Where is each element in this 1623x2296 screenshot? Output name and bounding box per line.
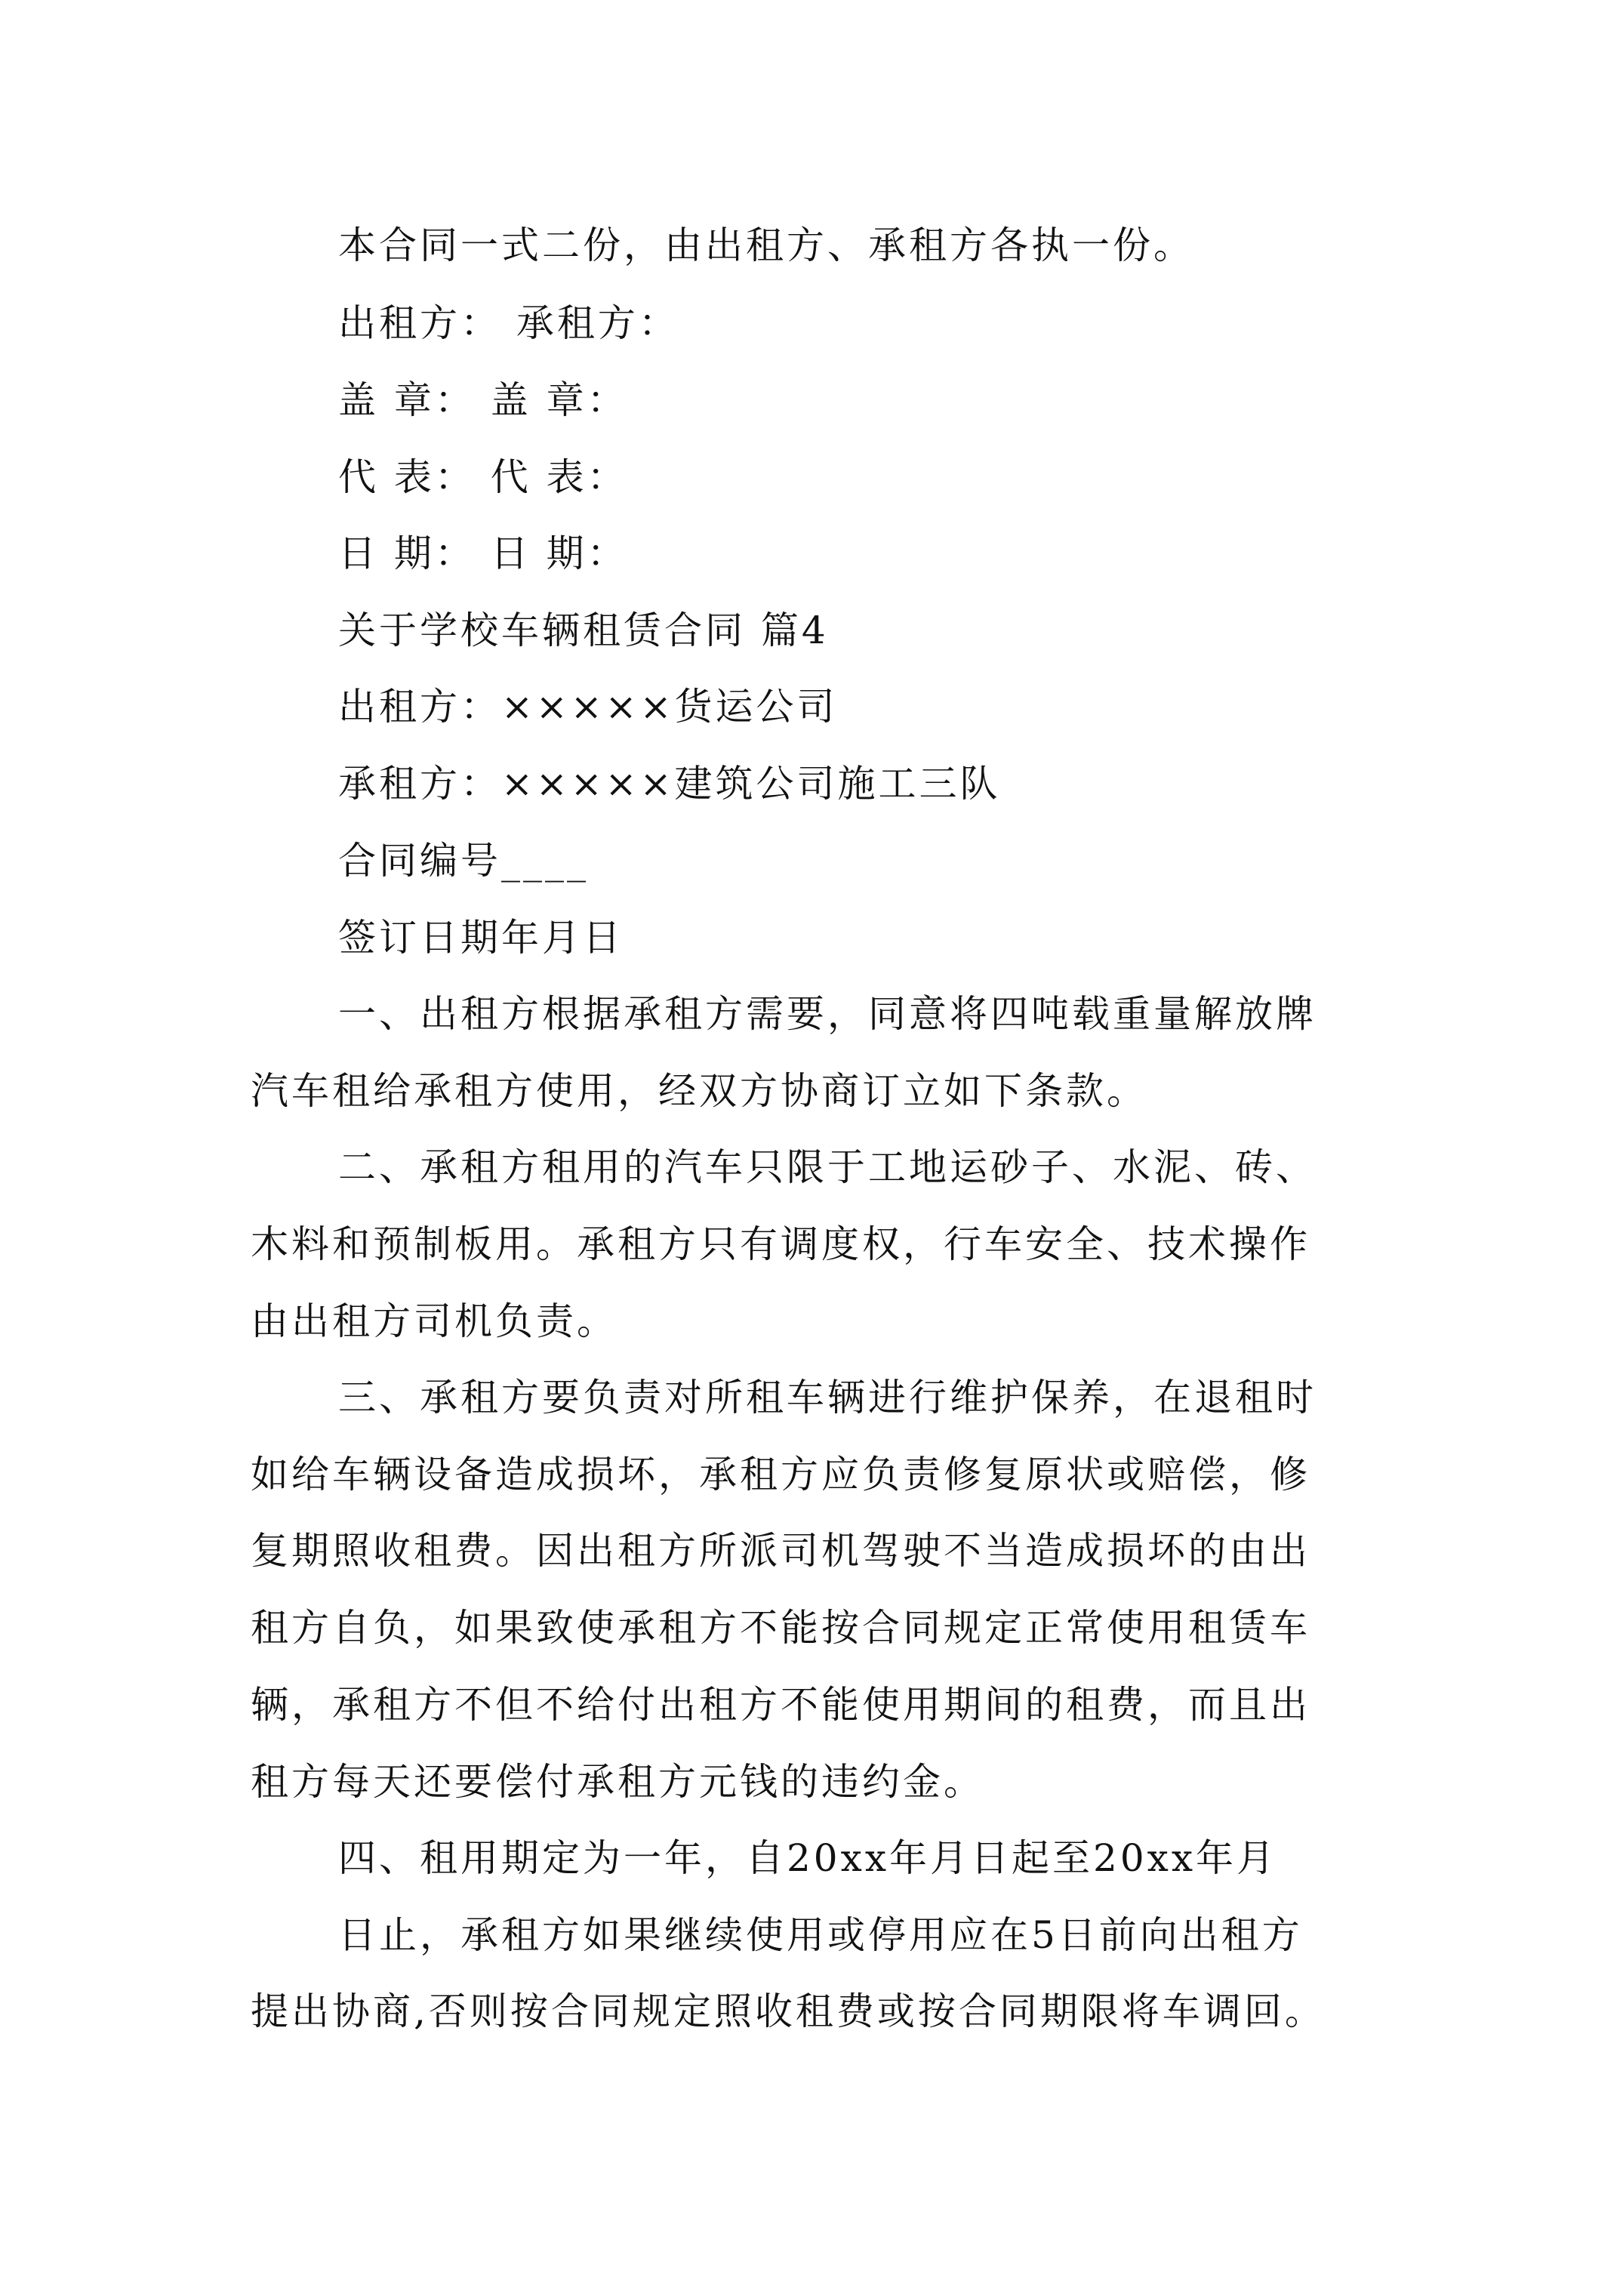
- clause-3-line-2: 如给车辆设备造成损坏，承租方应负责修复原状或赔偿，修: [251, 1453, 1310, 1496]
- representative-label-line: 代 表： 代 表：: [338, 455, 628, 499]
- signing-date-line: 签订日期年月日: [338, 916, 624, 960]
- clause-2-line-3: 由出租方司机负责。: [251, 1299, 617, 1343]
- clause-4-line-3: 提出协商,否则按合同规定照收租费或按合同期限将车调回。: [251, 1989, 1326, 2033]
- clause-1-line-1: 一、出租方根据承租方需要，同意将四吨载重量解放牌: [338, 992, 1317, 1036]
- date-label-line: 日 期： 日 期：: [338, 532, 628, 575]
- clause-4-line-2: 日止，承租方如果继续使用或停用应在5日前向出租方: [338, 1913, 1303, 1957]
- clause-3-line-6: 租方每天还要偿付承租方元钱的违约金。: [251, 1760, 984, 1804]
- clause-3-line-4: 租方自负，如果致使承租方不能按合同规定正常使用租赁车: [251, 1606, 1310, 1650]
- clause-1-line-2: 汽车租给承租方使用，经双方协商订立如下条款。: [251, 1069, 1147, 1113]
- clause-4-line-1: 四、租用期定为一年，自20xx年月日起至20xx年月: [338, 1836, 1278, 1880]
- closing-copies-line: 本合同一式二份，由出租方、承租方各执一份。: [338, 223, 1194, 267]
- clause-2-line-1: 二、承租方租用的汽车只限于工地运砂子、水泥、砖、: [338, 1145, 1317, 1189]
- lessor-name-line: 出租方：×××××货运公司: [338, 685, 838, 729]
- section-heading: 关于学校车辆租赁合同 篇4: [338, 609, 829, 652]
- seal-label-line: 盖 章： 盖 章：: [338, 378, 628, 422]
- contract-number-line: 合同编号____: [338, 839, 589, 883]
- lessee-name-line: 承租方：×××××建筑公司施工三队: [338, 762, 1001, 806]
- lessor-lessee-label-line: 出租方： 承租方：: [338, 301, 679, 345]
- clause-3-line-1: 三、承租方要负责对所租车辆进行维护保养，在退租时: [338, 1376, 1317, 1419]
- clause-2-line-2: 木料和预制板用。承租方只有调度权，行车安全、技术操作: [251, 1222, 1310, 1266]
- clause-3-line-5: 辆，承租方不但不给付出租方不能使用期间的租费，而且出: [251, 1683, 1310, 1727]
- clause-3-line-3: 复期照收租费。因出租方所派司机驾驶不当造成损坏的由出: [251, 1529, 1310, 1573]
